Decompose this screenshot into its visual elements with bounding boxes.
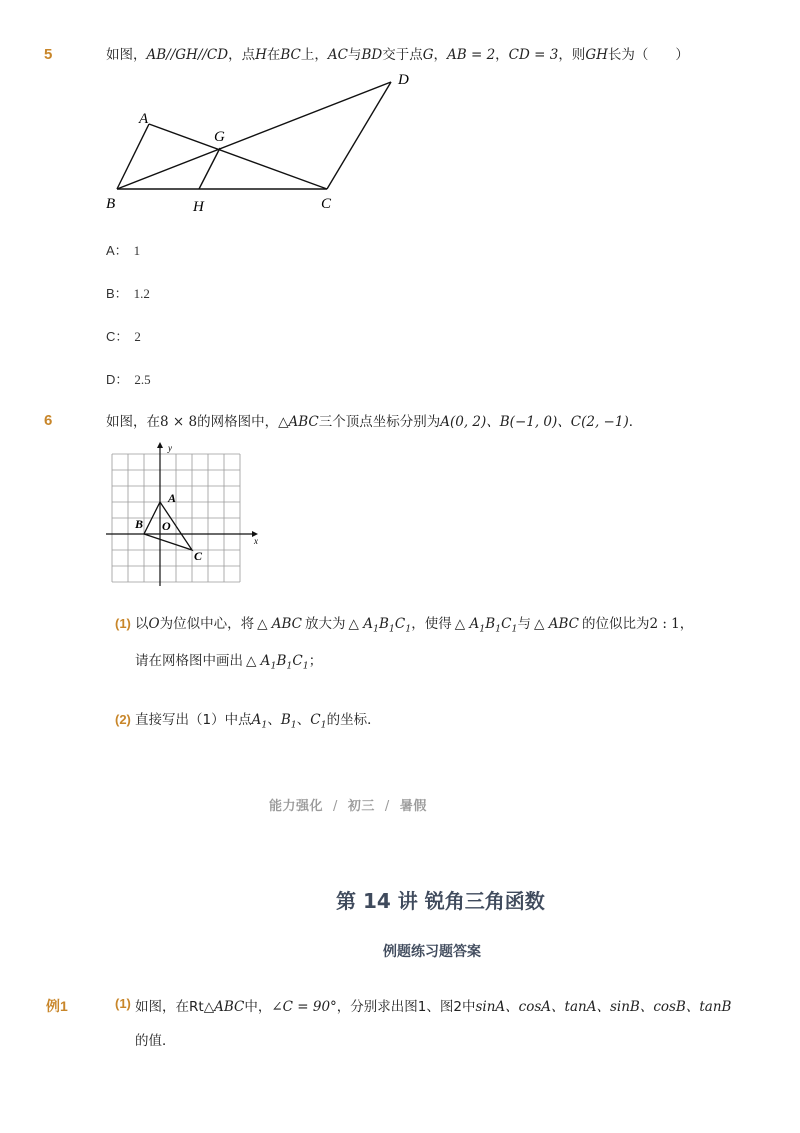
text: 以 [135,616,149,632]
sub-question-1-number: (1) [115,616,131,631]
subscript: 1 [405,623,412,635]
example-1-line2: 的值． [135,1033,176,1049]
math: △ A [246,653,271,669]
math: △ A [454,616,480,632]
prompt-text: 交于点 [382,47,423,63]
segment-ac [149,124,327,189]
prompt-text: ， [433,47,448,63]
text: 放大为 [305,616,346,632]
example-sub-number: (1) [115,996,131,1011]
text: 为位似中心，将 [159,616,255,632]
prompt-text: 如图， [106,47,147,63]
footer-part: 初三 [347,799,375,814]
prompt-text: 与 [347,47,362,63]
option-label: C： [106,329,129,344]
text: 如图，在Rt [135,999,204,1015]
prompt-math: AB = 2 [447,47,496,63]
page-footer [269,795,427,814]
prompt-math: H [255,47,267,63]
coordinate-grid-q6 [104,440,264,590]
math: △ ABC [257,616,303,632]
axis-label-y: y [168,443,172,453]
axis-label-x: x [254,536,258,546]
prompt-math: 8 × 8 [160,414,198,430]
question-number-5: 5 [44,46,53,63]
text: 与 [517,616,532,632]
subscript: 1 [286,660,293,672]
point-label-b: B [135,517,144,531]
prompt-text: ，点 [228,47,256,63]
math: B [280,712,291,728]
prompt-text: ， [495,47,509,63]
footer-part: 能力强化 [269,799,324,814]
option-c[interactable] [106,326,141,345]
subscript: 1 [261,719,268,731]
prompt-text: ． [628,414,643,430]
option-a[interactable] [106,240,140,259]
text: ，使得 [411,616,452,632]
prompt-math: A(0, 2)、B(−1, 0)、C(2, −1) [440,414,629,430]
option-label: D： [106,372,129,387]
prompt-math: AC [327,47,348,63]
math: B [276,653,287,669]
footer-separator: / [384,799,390,814]
subscript: 1 [270,660,277,672]
option-d[interactable] [106,369,151,388]
prompt-math: △ABC [278,414,319,430]
math: C [292,653,303,669]
math: △ A [348,616,373,632]
example-label: 例1 [46,998,68,1014]
subscript: 1 [320,719,327,731]
option-b[interactable] [106,283,150,302]
text: 直接写出（1）中点 [135,712,252,728]
text: ， [679,616,694,632]
text: ； [308,653,323,669]
subscript: 1 [511,623,518,635]
text: 、 [296,712,311,728]
example-1-text [135,997,731,1017]
prompt-math: G [422,47,434,63]
option-label: A： [106,243,128,258]
option-value: 2 [134,329,141,344]
question-number-6: 6 [44,412,53,429]
point-label-b: B [106,196,116,212]
sub-question-1-text [135,614,693,640]
prompt-text: 的网格图中， [197,414,279,430]
footer-part: 暑假 [399,799,427,814]
subscript: 1 [388,623,395,635]
question-5-prompt [106,45,689,65]
math: B [485,616,496,632]
math: 2 : 1 [649,616,680,632]
text: 、 [267,712,281,728]
prompt-text: 三个顶点坐标分别为 [318,414,441,430]
prompt-math: BC [280,47,301,63]
math: △ABC [203,999,245,1015]
sub-question-2-number: (2) [115,712,131,727]
prompt-math: BD [361,47,383,63]
subscript: 1 [479,623,486,635]
option-value: 1 [133,243,141,258]
math: ∠C = 90° [271,999,337,1015]
subscript: 1 [302,660,309,672]
text: 的位似比为 [581,616,650,632]
point-label-c: C [321,196,332,212]
segment-bd [117,82,391,189]
prompt-text: 上， [300,47,328,63]
prompt-math: AB//GH//CD [146,47,229,63]
segment-gh [199,148,220,189]
point-label-h: H [193,199,204,215]
math: C [310,712,321,728]
point-label-d: D [398,72,409,88]
y-axis-arrow-icon [157,442,163,448]
text: 请在网格图中画出 [135,653,243,669]
chapter-title: 第 14 讲 锐角三角函数 [336,889,545,913]
subscript: 1 [495,623,502,635]
prompt-math: GH [585,47,608,63]
math: C [501,616,512,632]
point-label-a: A [139,111,149,127]
geometry-figure-q5 [95,65,435,225]
prompt-text: ，则 [558,47,586,63]
math: C [394,616,406,632]
footer-separator: / [333,799,338,814]
subscript: 1 [290,719,297,731]
question-6-prompt [106,412,642,432]
segment-ba [117,124,149,189]
text: 的坐标． [326,712,381,728]
sub-question-1-line2 [135,651,322,677]
math: △ ABC [534,616,579,632]
text: ，分别求出图1、图2中 [336,999,476,1015]
option-value: 1.2 [133,286,150,301]
origin-label: O [162,519,171,533]
prompt-text: 如图，在 [106,414,160,430]
text: 中， [244,999,272,1015]
prompt-math: CD = 3 [508,47,559,63]
math: B [378,616,389,632]
option-label: B： [106,286,128,301]
math: sinA、cosA、tanA、sinB、cosB、tanB [475,999,732,1015]
point-label-a: A [168,491,177,505]
point-label-c: C [194,549,203,563]
segment-cd [327,82,391,189]
point-label-g: G [214,129,225,145]
option-value: 2.5 [134,372,151,387]
math: O [148,616,160,632]
subscript: 1 [372,623,379,635]
math: A [251,712,262,728]
chapter-subtitle: 例题练习题答案 [383,944,481,960]
prompt-text: 长为（ ） [607,47,689,63]
sub-question-2-text [135,710,381,736]
prompt-text: 在 [266,47,281,63]
